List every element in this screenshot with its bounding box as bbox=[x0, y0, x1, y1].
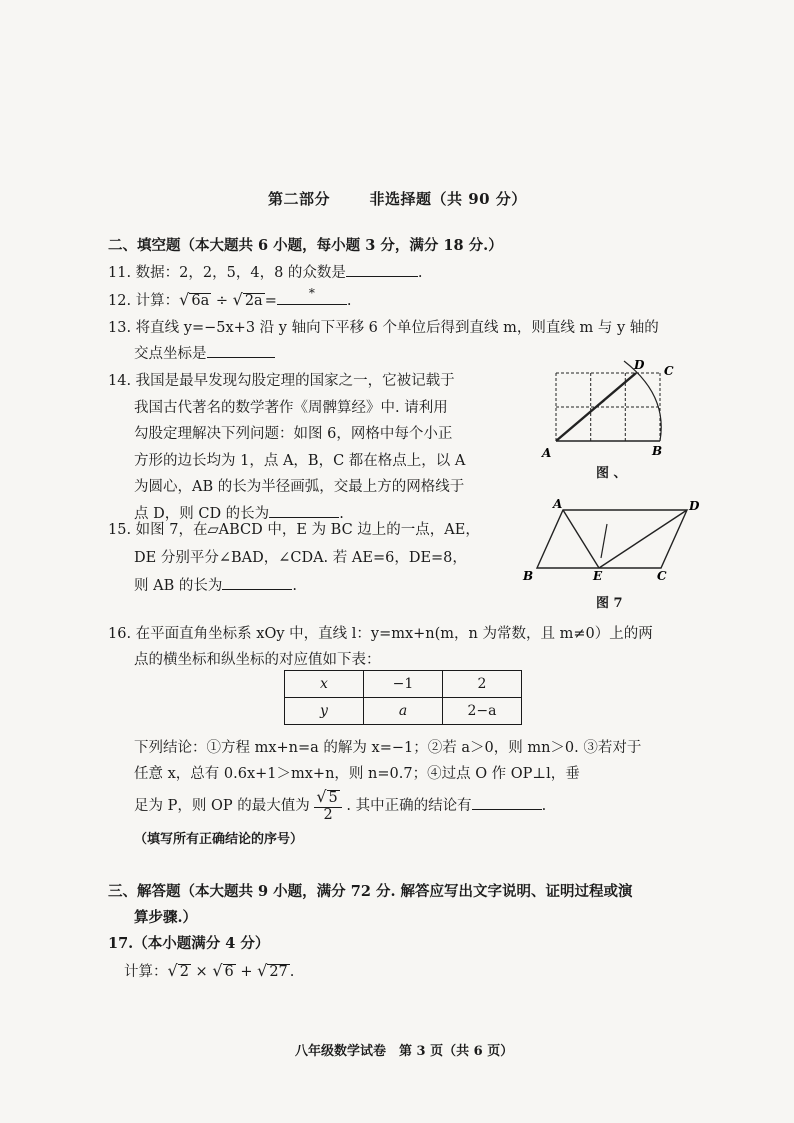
q15-line-1: 15. 如图 7，在▱ABCD 中，E 为 BC 边上的一点，AE， bbox=[108, 522, 480, 538]
q14-last-text: 点 D，则 CD 的长为 bbox=[134, 505, 270, 522]
fig7-label-b: B bbox=[523, 569, 534, 583]
q16-conclusion-1: 下列结论：①方程 mx+n=a 的解为 x=−1；②若 a＞0，则 mn＞0. ③若对于 bbox=[134, 740, 642, 756]
q17-radicand-1: 2 bbox=[179, 964, 189, 980]
fig7-label-d: D bbox=[689, 499, 700, 513]
q13-line2-text: 交点坐标是 bbox=[134, 346, 207, 362]
question-11 bbox=[108, 261, 423, 282]
question-13-line-2 bbox=[134, 342, 275, 363]
q15-line3-text: 则 AB 的长为 bbox=[134, 578, 223, 594]
q17-end: . bbox=[289, 964, 295, 980]
q11-text: 11. 数据：2，2，5，4，8 的众数是 bbox=[108, 265, 346, 281]
q12-answer-blank[interactable] bbox=[277, 286, 347, 305]
q17-radicand-2: 6 bbox=[224, 964, 234, 980]
fig6-label-b: B bbox=[652, 444, 663, 458]
question-14 bbox=[108, 368, 465, 527]
radical-sign: √ bbox=[212, 961, 223, 980]
radical-sign: √ bbox=[316, 787, 327, 806]
fig7-caption: 图 7 bbox=[596, 596, 623, 611]
q12-divide: ÷ bbox=[215, 293, 229, 309]
question-15 bbox=[108, 516, 480, 600]
q12-radicand-2: 2a bbox=[244, 293, 263, 309]
q15-end: . bbox=[292, 578, 297, 594]
q11-answer-blank[interactable] bbox=[346, 261, 418, 277]
q15-line-3 bbox=[108, 572, 480, 600]
part-label: 第二部分 bbox=[268, 190, 331, 208]
q16-note: （填写所有正确结论的序号） bbox=[134, 832, 304, 847]
q12-equals: = bbox=[264, 293, 277, 309]
answer-section-line-1: 三、解答题（本大题共 9 小题，满分 72 分. 解答应写出文字说明、证明过程或演 bbox=[108, 883, 633, 900]
answer-section-line-2: 算步骤.） bbox=[134, 909, 198, 926]
fig6-label-d: D bbox=[634, 358, 645, 372]
table-cell: a bbox=[364, 698, 443, 725]
q14-line-4: 方形的边长均为 1，点 A，B，C 都在格点上，以 A bbox=[134, 452, 466, 469]
fig7-label-e: E bbox=[593, 569, 603, 583]
q16-concl3-post: . 其中正确的结论有 bbox=[346, 797, 472, 814]
table-cell: 2 bbox=[443, 671, 522, 698]
radical-sign: √ bbox=[257, 961, 268, 980]
radical-sign: √ bbox=[179, 290, 190, 309]
q16-conclusion-2: 任意 x，总有 0.6x+1＞mx+n，则 n=0.7；④过点 O 作 OP⊥l，垂 bbox=[134, 766, 580, 782]
q12-answer-mark: * bbox=[308, 286, 315, 300]
fraction-denominator: 2 bbox=[323, 806, 333, 823]
fig7-label-a: A bbox=[553, 497, 563, 511]
q17-plus: + bbox=[240, 964, 253, 980]
q14-end: . bbox=[339, 505, 344, 522]
fig7-label-c: C bbox=[657, 569, 667, 583]
q16-answer-blank[interactable] bbox=[472, 794, 542, 810]
table-cell: y bbox=[285, 698, 364, 725]
q15-line-2: DE 分别平分∠BAD，∠CDA. 若 AE=6，DE=8， bbox=[134, 550, 467, 566]
q12-prefix: 12. 计算： bbox=[108, 293, 180, 309]
part-title bbox=[268, 188, 527, 209]
section-label: 非选择题（共 90 分） bbox=[369, 190, 527, 208]
figure-6-grid bbox=[540, 355, 680, 475]
q17-heading: 17.（本小题满分 4 分） bbox=[108, 935, 270, 952]
q12-radicand-1: 6a bbox=[191, 293, 210, 309]
q15-answer-blank[interactable] bbox=[222, 574, 292, 590]
table-row bbox=[285, 698, 522, 725]
table-cell: x bbox=[285, 671, 364, 698]
fraction-numerator bbox=[314, 788, 341, 808]
q16-end: . bbox=[541, 797, 547, 814]
frac-radicand: 5 bbox=[328, 790, 338, 806]
q14-line-1: 14. 我国是最早发现勾股定理的国家之一，它被记载于 bbox=[108, 373, 455, 389]
question-12 bbox=[108, 286, 352, 310]
q14-line-2: 我国古代著名的数学著作《周髀算经》中. 请利用 bbox=[134, 399, 448, 416]
q12-end: . bbox=[346, 293, 352, 309]
q16-concl3-pre: 足为 P，则 OP 的最大值为 bbox=[134, 797, 310, 814]
figure-7-parallelogram bbox=[515, 496, 705, 586]
q14-line-3: 勾股定理解决下列问题：如图 6，网格中每个小正 bbox=[134, 426, 453, 442]
q17-prefix: 计算： bbox=[124, 964, 168, 980]
table-cell: −1 bbox=[364, 671, 443, 698]
q17-radicand-3: 27 bbox=[269, 964, 288, 980]
radical-sign: √ bbox=[232, 290, 243, 309]
q16-value-table bbox=[284, 670, 522, 725]
question-13-line-1: 13. 将直线 y=−5x+3 沿 y 轴向下平移 6 个单位后得到直线 m，则直线 m 与 y 轴的 bbox=[108, 320, 659, 336]
q17-times: × bbox=[195, 964, 208, 980]
q11-end: . bbox=[417, 265, 423, 281]
question-16-line-1: 16. 在平面直角坐标系 xOy 中，直线 l：y=mx+n(m，n 为常数，且 m≠0）上的两 bbox=[108, 626, 653, 642]
q16-conclusion-3 bbox=[134, 788, 546, 824]
q16-fraction bbox=[314, 788, 341, 824]
radical-sign: √ bbox=[167, 961, 178, 980]
q14-line-5: 为圆心，AB 的长为半径画弧，交最上方的网格线于 bbox=[134, 479, 465, 495]
fig6-label-c: C bbox=[664, 364, 674, 378]
q17-expression bbox=[124, 960, 294, 981]
q13-answer-blank[interactable] bbox=[207, 342, 275, 358]
fig6-label-a: A bbox=[542, 446, 552, 460]
fig6-caption: 图 、 bbox=[596, 466, 627, 481]
table-row bbox=[285, 671, 522, 698]
page-footer: 八年级数学试卷 第 3 页（共 6 页） bbox=[295, 1044, 514, 1059]
question-16-line-2: 点的横坐标和纵坐标的对应值如下表： bbox=[134, 652, 381, 668]
table-cell: 2−a bbox=[443, 698, 522, 725]
fill-section-heading: 二、填空题（本大题共 6 小题，每小题 3 分，满分 18 分.） bbox=[108, 237, 503, 254]
